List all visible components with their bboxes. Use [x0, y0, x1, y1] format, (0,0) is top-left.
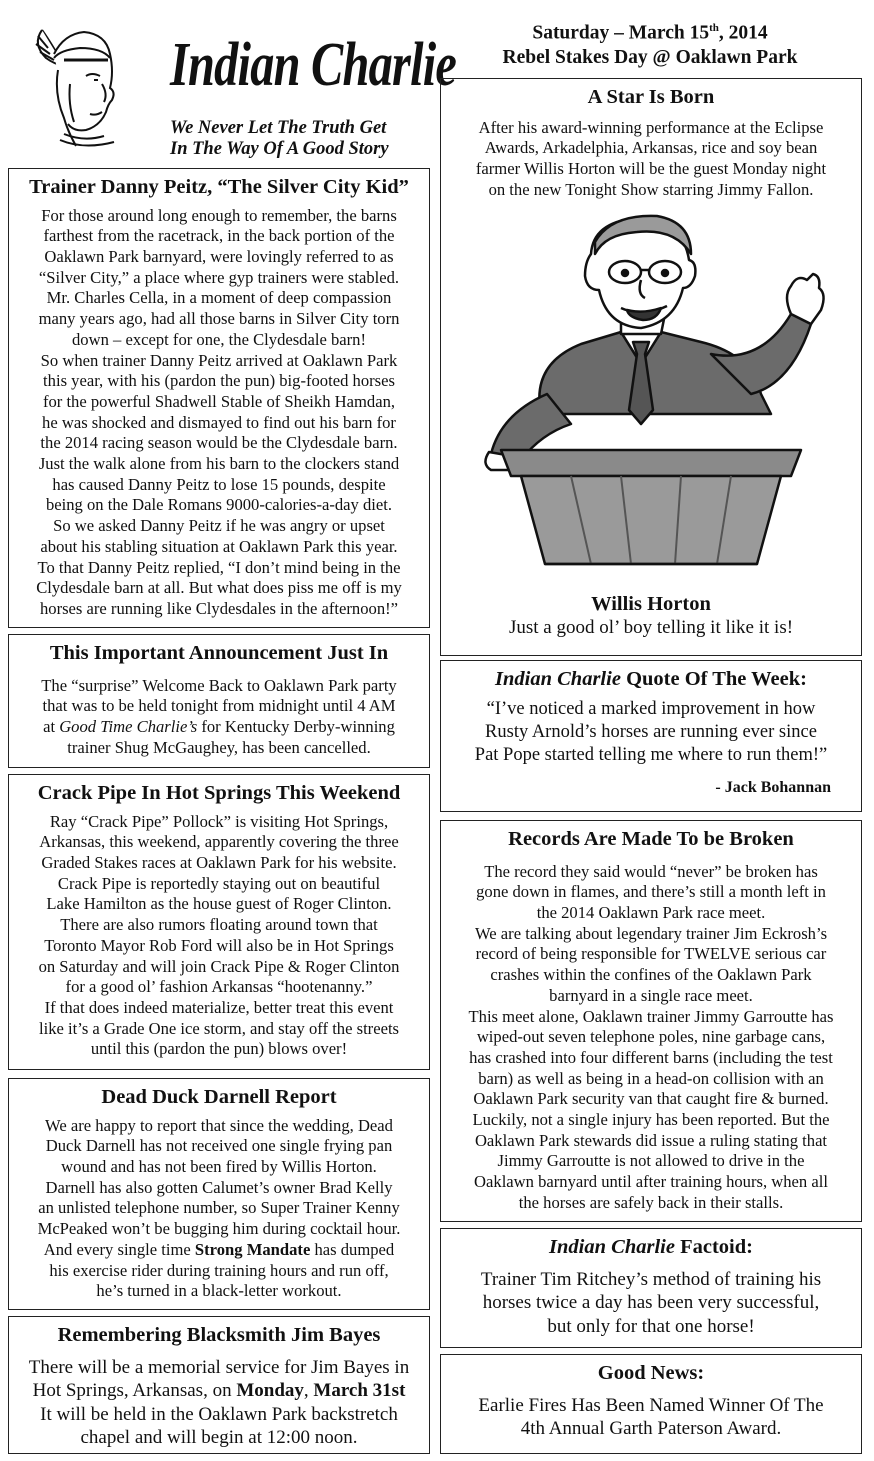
article-line: Darnell has also gotten Calumet’s owner Brad Kelly: [45, 1177, 393, 1197]
article-line: horses are running like Clydesdales in the afternoon!”: [39, 598, 399, 618]
article-body: [449, 1268, 853, 1339]
article-line: barn) as well as being in a head-on collision with an: [478, 1068, 824, 1088]
article-line: about his stabling situation at Oaklawn Park this year.: [40, 536, 398, 556]
cartoon-caption: [449, 592, 853, 640]
article-line: this year, with his (pardon the pun) big-footed horses: [43, 371, 395, 391]
article-line: Awards, Arkadelphia, Arkansas, rice and soy bean: [484, 138, 818, 158]
article-line: The record they said would “never” be broken has: [484, 861, 818, 881]
article-line: So we asked Danny Peitz if he was angry or upset: [53, 516, 385, 536]
article-line: “Silver City,” a place where gyp trainers were stabled.: [38, 267, 400, 287]
article-line: And every single time Strong Mandate has dumped: [43, 1239, 395, 1259]
article-body: [449, 118, 853, 201]
article-peitz: [8, 168, 430, 628]
article-line: but only for that one horse!: [547, 1315, 755, 1337]
article-line: on Saturday and will join Crack Pipe & Roger Clinton: [38, 956, 400, 976]
quote-body: [449, 698, 853, 767]
article-line: the horses are safely back in their stalls.: [518, 1192, 784, 1212]
article-body: [17, 206, 421, 620]
article-line: has crashed into four different barns (including the test: [469, 1047, 833, 1067]
article-line: the 2014 racing season would be the Clydesdale barn.: [40, 433, 398, 453]
article-line: There will be a memorial service for Jim Bayes in: [28, 1356, 410, 1378]
article-dead-duck: [8, 1078, 430, 1310]
article-line: wiped-out seven telephone poles, nine garbage cans,: [476, 1027, 826, 1047]
article-title: Dead Duck Darnell Report: [101, 1086, 337, 1108]
article-line: Hot Springs, Arkansas, on Monday, March 31st: [32, 1380, 406, 1402]
article-line: It will be held in the Oaklawn Park backstretch: [40, 1403, 398, 1425]
article-line: To that Danny Peitz replied, “I don’t mind being in the: [37, 557, 401, 577]
article-crack-pipe: [8, 774, 430, 1070]
article-line: Earlie Fires Has Been Named Winner Of The: [478, 1394, 824, 1416]
article-line: Oaklawn Park barnyard, were lovingly referred to as: [44, 247, 394, 266]
quote-line: Rusty Arnold’s horses are running ever since: [485, 721, 817, 742]
tagline-line: In The Way Of A Good Story: [170, 139, 389, 159]
article-line: Lake Hamilton as the house guest of Roger Clinton.: [46, 894, 392, 914]
article-line: being on the Dale Romans 9000-calories-a-day diet.: [45, 495, 393, 515]
issue-date: Saturday – March 15th, 2014: [532, 22, 768, 44]
article-line: Clydesdale barn at all. But what does piss me off is my: [36, 578, 402, 598]
quote-line: “I’ve noticed a marked improvement in how: [486, 698, 816, 719]
article-bayes: [8, 1316, 430, 1454]
article-line: So when trainer Danny Peitz arrived at Oaklawn Park: [40, 350, 398, 370]
article-line: The “surprise” Welcome Back to Oaklawn Park party: [41, 675, 397, 695]
article-line: Ray “Crack Pipe” Pollock” is visiting Hot Springs,: [49, 811, 389, 831]
article-line: he’s turned in a black-letter workout.: [96, 1281, 342, 1301]
quote-attribution: - Jack Bohannan: [715, 778, 831, 796]
article-line: farmer Willis Horton will be the guest Monday night: [475, 159, 827, 178]
article-line: barnyard in a single race meet.: [549, 985, 753, 1005]
article-body: [17, 812, 421, 1060]
article-records: [440, 820, 862, 1222]
article-line: Graded Stakes races at Oaklawn Park for his website.: [41, 853, 397, 872]
article-quote-of-week: [440, 660, 862, 812]
article-line: wound and has not been fired by Willis Horton.: [61, 1157, 377, 1176]
article-line: his exercise rider during training hours and run off,: [49, 1260, 389, 1280]
article-line: at Good Time Charlie’s for Kentucky Derby-winning: [43, 717, 395, 736]
article-line: There are also rumors floating around town that: [60, 915, 378, 935]
article-line: Arkansas, this weekend, apparently covering the three: [39, 832, 399, 852]
article-line: After his award-winning performance at the Eclipse: [478, 117, 824, 137]
article-line: he was shocked and dismayed to find out his barn for: [42, 412, 396, 432]
masthead: [10, 10, 457, 159]
article-title: Indian Charlie Quote Of The Week:: [495, 668, 807, 690]
article-line: McPeaked won’t be bugging him during cocktail hour.: [37, 1219, 401, 1239]
quote-line: Pat Pope started telling me where to run them!”: [474, 744, 828, 765]
article-line: for the powerful Shadwell Stable of Sheikh Hamdan,: [42, 391, 396, 411]
article-line: Oaklawn Park stewards did issue a ruling stating that: [474, 1130, 828, 1150]
article-line: that was to be held tonight from midnight until 4 AM: [42, 696, 396, 716]
article-line: Oaklawn barnyard until after training hours, when all: [474, 1172, 828, 1192]
article-line: like it’s a Grade One ice storm, and stay off the streets: [38, 1018, 400, 1038]
article-line: Just the walk alone from his barn to the clockers stand: [38, 454, 400, 474]
article-line: farthest from the racetrack, in the back portion of the: [43, 226, 395, 246]
article-factoid: [440, 1228, 862, 1348]
article-line: for a good ol’ fashion Arkansas “hootenanny.”: [65, 977, 373, 997]
issue-date-block: [440, 16, 860, 70]
article-line: Mr. Charles Cella, in a moment of deep compassion: [46, 288, 392, 308]
podium-caricature-illustration: [461, 214, 841, 584]
article-line: many years ago, had all those barns in Silver City torn: [38, 309, 400, 329]
article-line: Jimmy Garroutte is not allowed to drive in the: [497, 1151, 805, 1171]
article-title: Records Are Made To be Broken: [508, 828, 794, 850]
article-line: For those around long enough to remember, the barns: [41, 205, 397, 225]
article-body: [449, 1394, 853, 1441]
article-line: We are happy to report that since the wedding, Dead: [45, 1115, 393, 1135]
article-line: an unlisted telephone number, so Super Trainer Kenny: [38, 1198, 400, 1218]
article-line: Oaklawn Park security van that caught fire & burned.: [473, 1089, 829, 1109]
article-line: crashes within the confines of the Oaklawn Park: [490, 965, 812, 985]
article-star: [440, 78, 862, 656]
article-line: until this (pardon the pun) blows over!: [90, 1039, 348, 1059]
article-title: Good News:: [597, 1362, 705, 1384]
article-line: has caused Danny Peitz to lose 15 pounds, despite: [52, 474, 386, 494]
article-line: down – except for one, the Clydesdale barn!: [72, 329, 366, 349]
article-body: [17, 1116, 421, 1302]
article-line: Toronto Mayor Rob Ford will also be in Hot Springs: [44, 935, 394, 955]
article-line: chapel and will begin at 12:00 noon.: [80, 1427, 358, 1449]
masthead-title: Indian Charlie: [170, 31, 457, 99]
article-body: [17, 1356, 421, 1450]
article-title: Trainer Danny Peitz, “The Silver City Kid”: [29, 176, 409, 198]
article-line: on the new Tonight Show starring Jimmy Fallon.: [488, 179, 814, 199]
article-title: Indian Charlie Factoid:: [549, 1236, 753, 1258]
article-line: If that does indeed materialize, better treat this event: [44, 997, 394, 1017]
masthead-tagline: [170, 118, 389, 160]
article-body: [17, 676, 421, 759]
article-title: This Important Announcement Just In: [49, 642, 389, 664]
article-line: trainer Shug McGaughey, has been cancelled.: [67, 737, 371, 757]
tagline-line: We Never Let The Truth Get: [170, 118, 387, 138]
article-line: Duck Darnell has not received one single frying pan: [45, 1136, 393, 1156]
article-line: 4th Annual Garth Paterson Award.: [520, 1418, 782, 1440]
article-line: We are talking about legendary trainer Jim Eckrosh’s: [474, 923, 828, 943]
article-line: This meet alone, Oaklawn trainer Jimmy Garroutte has: [468, 1006, 834, 1026]
article-line: Luckily, not a single injury has been reported. But the: [472, 1110, 830, 1130]
caption-name: Willis Horton: [591, 593, 711, 616]
article-line: the 2014 Oaklawn Park race meet.: [536, 903, 766, 922]
article-good-news: [440, 1354, 862, 1454]
article-title: Crack Pipe In Hot Springs This Weekend: [37, 782, 401, 804]
native-chief-head-icon: [24, 14, 144, 154]
caption-text: Just a good ol’ boy telling it like it is!: [508, 617, 794, 639]
article-title: A Star Is Born: [587, 86, 715, 108]
article-announcement: [8, 634, 430, 768]
article-body: [449, 862, 853, 1214]
article-line: Trainer Tim Ritchey’s method of training his: [480, 1268, 822, 1290]
article-title: Remembering Blacksmith Jim Bayes: [57, 1324, 381, 1346]
issue-event: Rebel Stakes Day @ Oaklawn Park: [502, 46, 798, 68]
article-line: gone down in flames, and there’s still a month left in: [476, 882, 826, 902]
article-line: record of being responsible for TWELVE serious car: [475, 944, 827, 964]
article-line: horses twice a day has been very successful,: [482, 1292, 820, 1314]
article-line: Crack Pipe is reportedly staying out on beautiful: [57, 873, 381, 893]
